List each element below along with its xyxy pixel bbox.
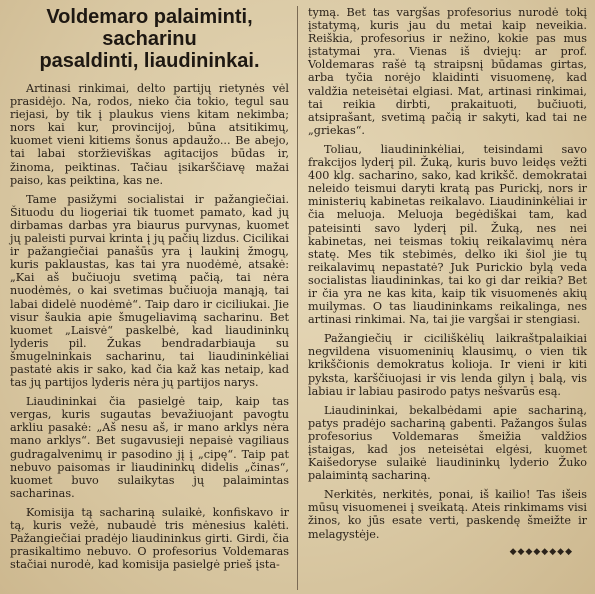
paragraph: Liaudininkai, bekalbėdami apie sachariną, patys pradėjo sachariną gabenti. Pažangos šulas profesorius Voldemaras šmeižia valdžios įstaigas, kad jos neteisėtai elgėsi, kuomet Kaišedoryse sulaikė liaudininkų lyderio Žuko palaimintą sachariną. xyxy=(308,403,587,483)
article-headline xyxy=(10,6,289,72)
headline-line: Voldemaro palaiminti, sacharinu xyxy=(46,6,253,50)
paragraph: Liaudininkai čia pasielgė taip, kaip tas vergas, kuris sugautas bevažiuojant pavogtu arkliu pasakė: „Aš nesu aš, ir mano arklys nėra mano arklys“. Bet sugavusieji nepaisė vagiliaus gudragalvenimų ir pasodino jį į „cipę“. Taip pat nebuvo paisomas ir liaudininkų didelis „činas“, kuomet buvo sulaikytas jų palaimintas sacharinas. xyxy=(10,395,289,500)
paragraph: Nerkitės, nerkitės, ponai, iš kailio! Tas išeis mūsų visuomenei į sveikatą. Ateis rinkimams visi žinos, ko jūs esate verti, paskendę šmeižte ir melagystėje. xyxy=(308,488,587,541)
headline-line: pasaldinti, liaudininkai. xyxy=(39,50,260,72)
end-ornament: ◆◆◆◆◆◆◆◆ xyxy=(509,546,573,557)
right-column xyxy=(308,6,587,590)
left-column xyxy=(10,6,298,590)
paragraph: Pažangiečių ir ciciliškėlių laikraštpalaikiai negvildena visuomeninių klausimų, o vien tik krikščionis demokratus kolioja. Ir vieni ir kiti pyksta, karščiuojasi ir vis lenda gilyn į balą, vis labiau ir labiau pasirodo patys nešvarūs esą. xyxy=(308,332,587,398)
article-columns xyxy=(10,6,587,590)
paragraph: Toliau, liaudininkėliai, teisindami savo frakcijos lyderį pil. Žuką, kuris buvo leidęs vežti 400 klg. sacharino, sako, kad krikšč. demokratai neleido teismui daryti kratą pas Purickį, nors ir ministerių kabinetas reikalavo. Liaudininkėliai ir čia meluoja. Meluoja begėdiškai tam, kad pateisinti savo lyderį pil. Žuką, nes nei kabinetas, nei teismas tokių reikalavimų nėra statę. Mes tik stebimės, delko iki šiol jie tų reikalavimų nepastatė? Juk Purickio bylą veda socialistas liaudininkas, tai ko gi dar reikia? Bet ir čia yra ne kas kita, kaip tik visuomenės akių muilymas. O tas liaudininkams reikalinga, nes artinasi rinkimai. Na, tai jie vargšai ir stengiasi. xyxy=(308,142,587,327)
paragraph: Tame pasižymi socialistai ir pažangiečiai. Šituodu du liogeriai tik tuomet pamato, kad jų dirbamas darbas yra biaurus purvynas, kuomet jų paleisti purvai krinta į jų pačių lizdus. Cicilikai ir pažangiečiai panašūs yra į laukinį žmogų, kuris paklaustas, kas tai yra nuodėmė, atsakė: „Kai aš bučiuoju svetimą pačią, tai nėra nuodėmės, o kai svetimas bučiuoja manąją, tai labai didelė nuodėmė“. Taip daro ir ciciliukai. Jie visur šaukia apie šmugeliavimą sacharinu. Bet kuomet „Laisvė“ paskelbė, kad liaudininkų lyderis pil. Žukas bendradarbiauja su šmugelninkais sacharinu, tai liaudininkėliai pastatė akis ir sako, kad čia kaž kas netaip, kad tas jų partijos lyderis nėra jų partijos narys. xyxy=(10,192,289,390)
paragraph: Komisija tą sachariną sulaikė, konfiskavo ir tą, kuris vežė, nubaudė tris mėnesius kalėti. Pažangiečiai pradėjo liaudininkus girti. Girdi, čia prasikaltimo nebuvo. O profesorius Voldemaras stačiai nurodė, kad komisija pasielgė prieš įsta- xyxy=(10,505,289,572)
paragraph: Artinasi rinkimai, delto partijų rietynės vėl prasidėjo. Na, rodos, nieko čia tokio, tegul sau riejasi, by tik į plaukus viens kitam nekimba; nors kai kur, provincijoj, būna atsitikimų, kuomet vieni kitiems šonus apdaužo... Be abejo, tai labai storžieviškas agitacijos būdas ir, žinoma, peiktinas. Tačiau įsikarščiavę mažai paiso, kas peiktina, kas ne. xyxy=(10,82,289,187)
paragraph: tymą. Bet tas vargšas profesorius nurodė tokį įstatymą, kuris jau du metai kaip neveikia. Reiškia, profesorius ir nežino, kokie pas mus įstatymai yra. Vienas iš dviejų: ar prof. Voldemaras rašė tą straipsnį būdamas girtas, arba tyčia norėjo klaidinti visuomenę, kad valdžia neteisėtai elgiasi. Mat, artinasi rinkimai, tai reikia dirbti, prakaituoti, bučiuoti, atsiprašant, svetimą pačią ir sakyti, kad tai ne „griekas“. xyxy=(308,6,587,137)
